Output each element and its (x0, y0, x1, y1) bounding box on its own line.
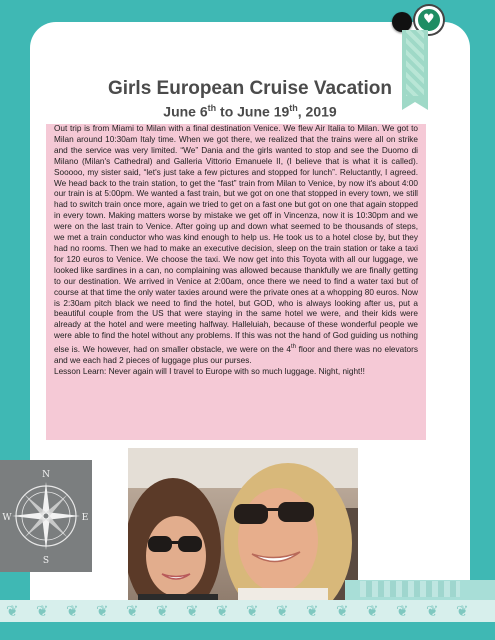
heart-icon: ♥ (423, 12, 435, 27)
leaf-icon: ❦ (336, 602, 349, 620)
page-subtitle: June 6th to June 19th, 2019 (163, 103, 337, 120)
leaf-icon: ❦ (186, 602, 199, 620)
compass-south-label: S (42, 556, 50, 566)
story-body: Out trip is from Miami to Milan with a final destination Venice. We flew Air Italia to Milan. We got to Milan around 10:30am Italy time. When we got there, we realized that the trains were all on strike and the service was very limited. “We” Dania and the girls wanted to stop and see the Duomo di Milano (Milan's Cathedral) and Galleria Vittorio Emanuele II, (I believe that is what it is called). Sooooo, my sister said, “let's just take a few pictures and stopped for lunch”. Reluctantly, I agreed. We head back to the train station, to get the “fast” train from Milan to Venice, by now it's about 4:00 our train is at 5:00pm. We wanted a fast train, but we got on one that stopped in every town, we still had to switch train once more, again we tried to get on a fast one but got on one that again stopped in every town. Making matters worse by mistake we get off in Vincenza, now it is 10:30pm and we were on the last train to Venice. After going up and down what seemed to be thousands of steps, we met a train conductor who was kind enough to help us. He took us to a hotel close by, but they had no rooms. Then we had to make an executive decision, sleep on the train station or take a taxi for 120 euros to Venice. We choose the taxi. We now get into this Toyota with all our luggage, we looked like sardines in a can, no complaining was allowed because thankfully we are finally getting to our destination. We arrived in Venice at 2:00am, once there we need to find a water taxi but of course at that time the only water taxies around were the private ones at a whopping 80 euros. Now is 2:30am pitch black we need to find the hotel, but GOD, who is always looking after us, put a beautiful couple from the US that were staying in the same hotel we were, and their kids were already at the hotel and were meeting halfway. Halleluiah, because of these wonderful people we were able to find the hotel without any problems. If this was not the hand of God guiding us nothing else is. We however, had on smaller obstacle, we were on the 4th floor and there was no elevators and we each had 2 pieces of luggage plus our purses. (54, 124, 418, 365)
story-lesson: Lesson Learn: Never again will I travel to Europe with so much luggage. Night, night!! (54, 366, 365, 376)
leaf-icon: ❦ (246, 602, 259, 620)
leaf-icon: ❦ (276, 602, 289, 620)
compass-east-label: E (81, 513, 89, 523)
page-title: Girls European Cruise Vacation (107, 78, 393, 99)
bottom-band (0, 622, 495, 640)
leaf-icon: ❦ (96, 602, 109, 620)
compass-card (0, 460, 92, 572)
selfie-illustration (128, 448, 358, 606)
leaf-icon: ❦ (6, 602, 19, 620)
story-text-box (46, 124, 426, 440)
compass-north-label: N (42, 470, 50, 480)
leaf-border-strip (0, 600, 495, 622)
leaf-icon: ❦ (126, 602, 139, 620)
leaf-icon: ❦ (396, 602, 409, 620)
leaf-icon: ❦ (36, 602, 49, 620)
selfie-photo (128, 448, 358, 606)
leaf-icon: ❦ (426, 602, 439, 620)
leaf-icon: ❦ (156, 602, 169, 620)
compass-west-label: W (2, 513, 12, 523)
leaf-icon: ❦ (306, 602, 319, 620)
black-brad-icon (392, 12, 412, 32)
leaf-icon: ❦ (456, 602, 469, 620)
compass-rose-icon (0, 460, 92, 572)
leaf-icon: ❦ (216, 602, 229, 620)
leaf-icon: ❦ (66, 602, 79, 620)
leaf-icon: ❦ (366, 602, 379, 620)
grid-pattern-strip (360, 581, 460, 597)
